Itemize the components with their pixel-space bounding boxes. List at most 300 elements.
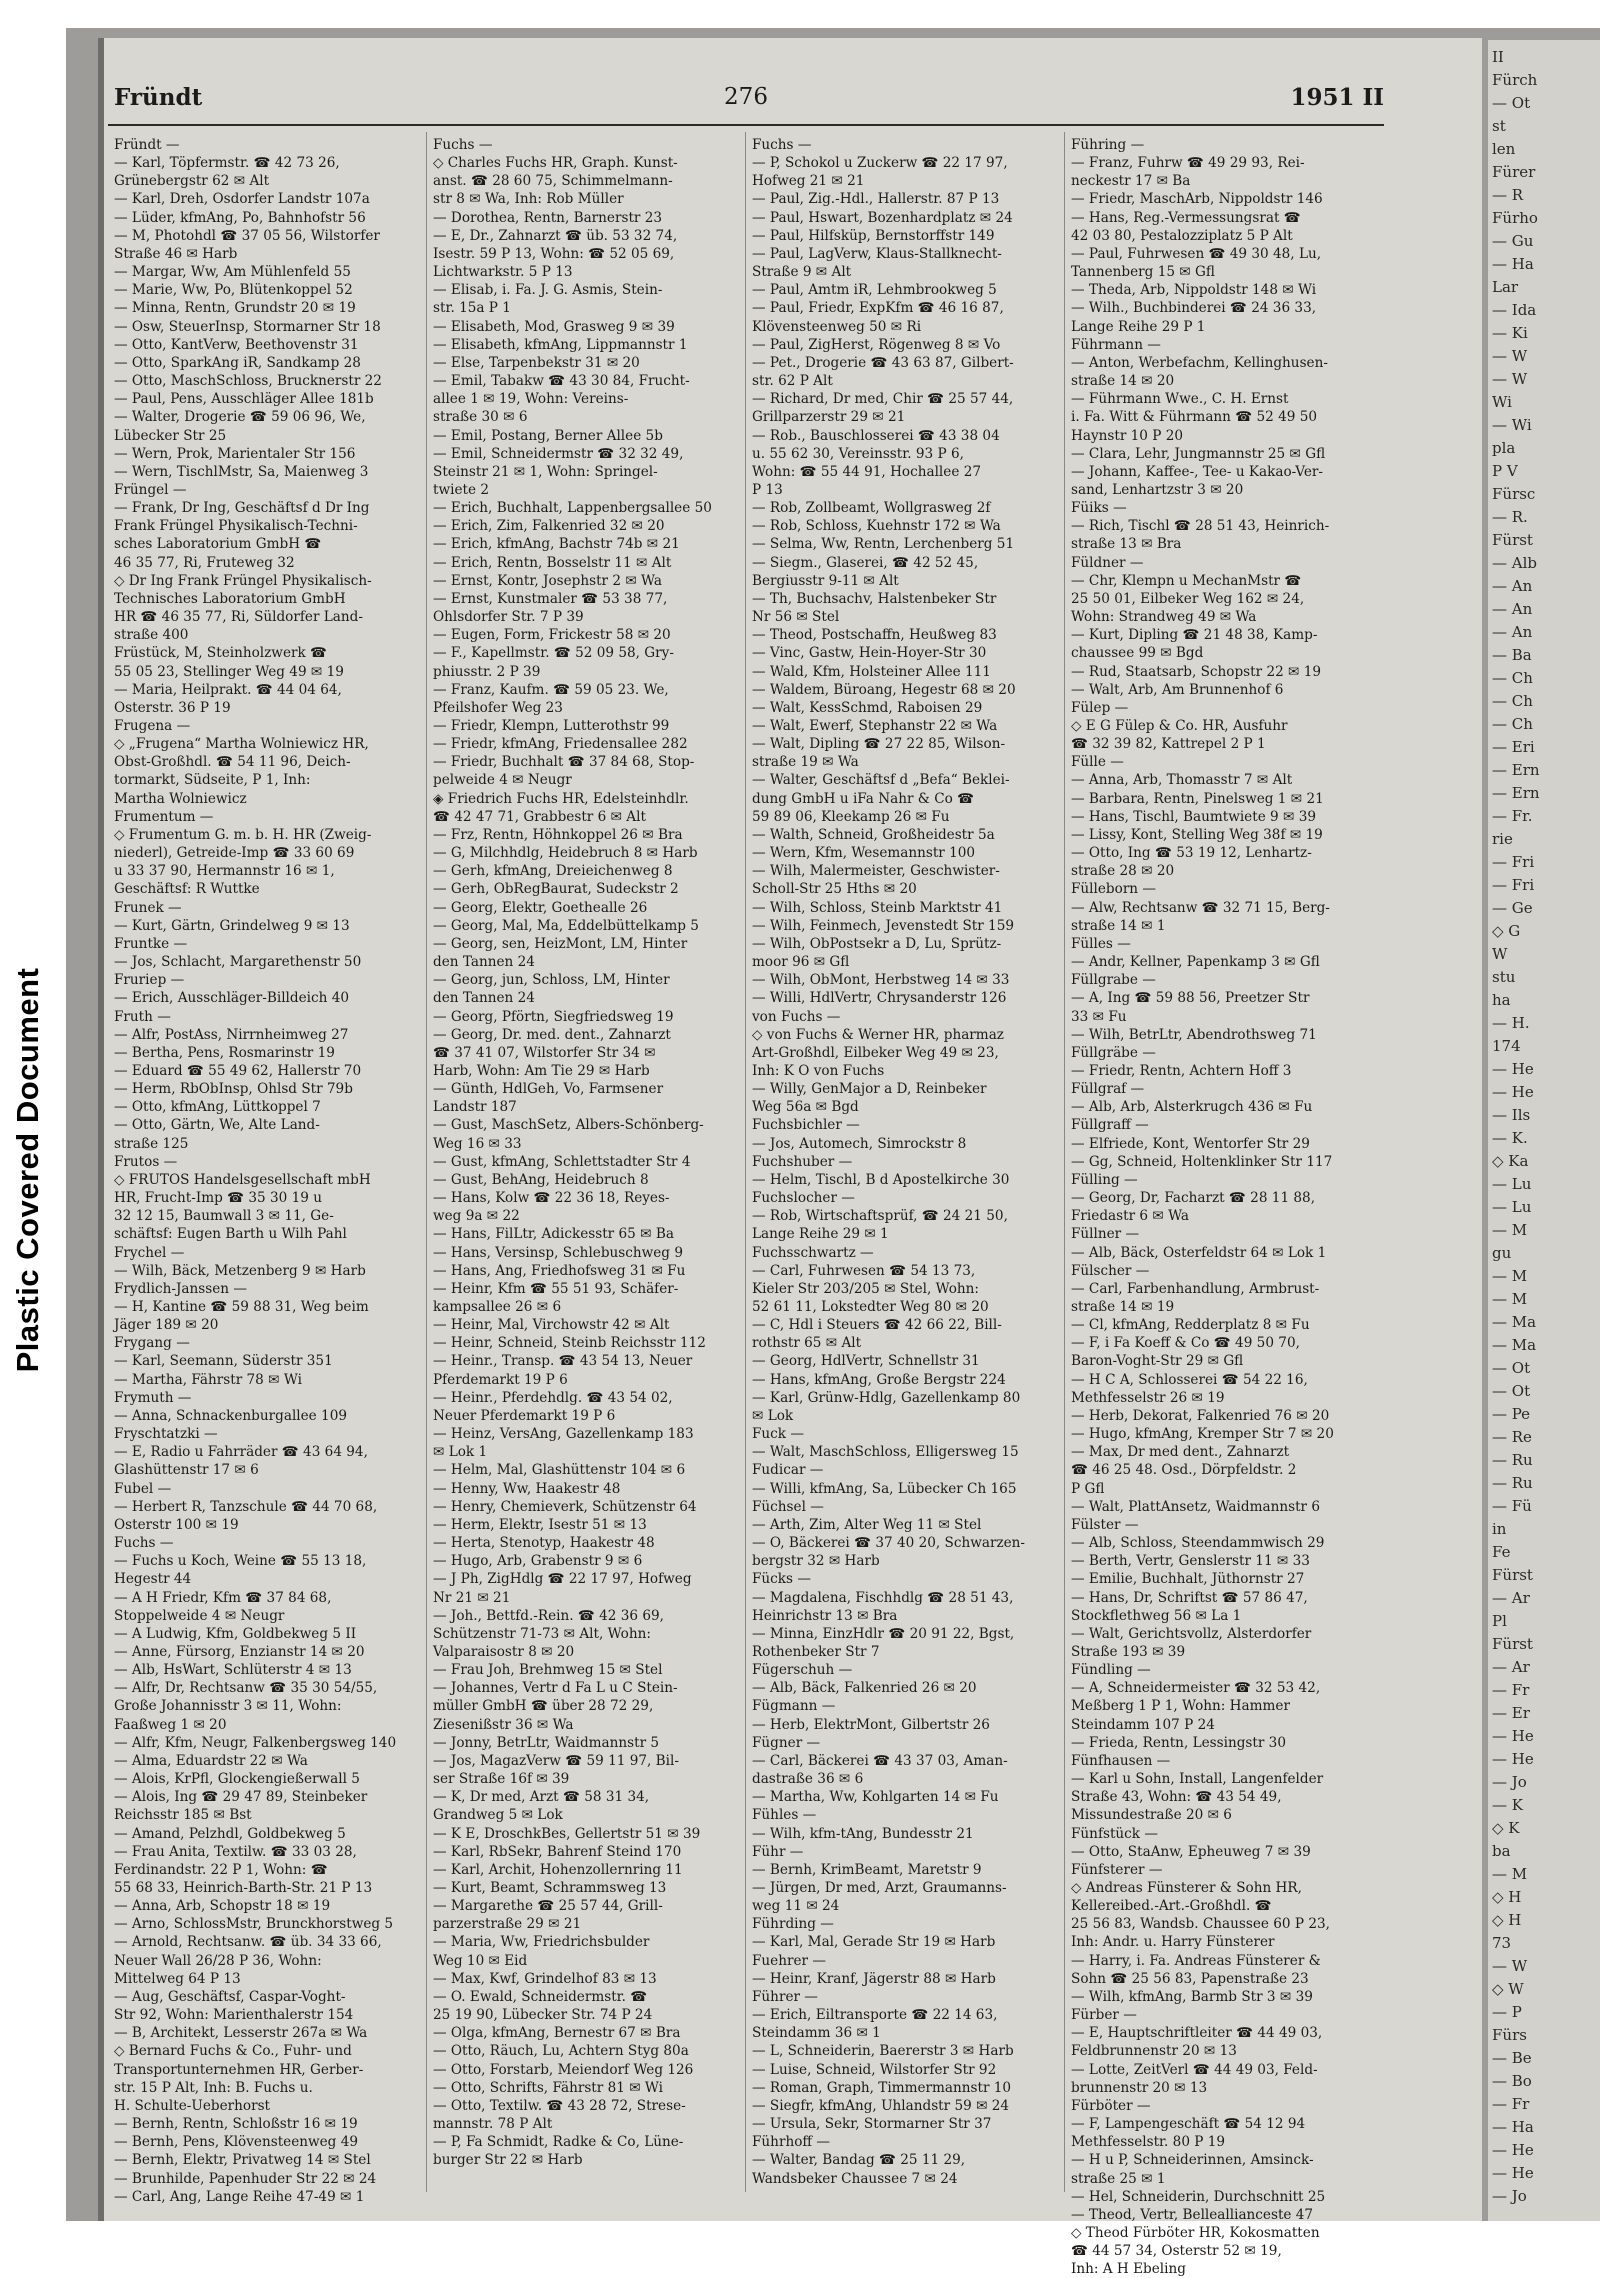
directory-entry-line: — Walt, Gerichtsvollz, Alsterdorfer: [1071, 1625, 1312, 1642]
directory-entry-line: Osterstr 100 ✉ 19: [114, 1516, 239, 1533]
directory-entry-line: — Paul, Zig.-Hdl., Hallerstr. 87 P 13: [752, 191, 1000, 208]
directory-entry-line: Straße 193 ✉ 39: [1071, 1643, 1186, 1660]
adjacent-page-fragment: — Ru: [1492, 1474, 1533, 1492]
directory-entry-line: Fünfstück —: [1071, 1825, 1158, 1842]
directory-entry-line: Steindamm 107 P 24: [1071, 1716, 1215, 1733]
adjacent-page-fragment: — Ge: [1492, 899, 1533, 917]
directory-entry-line: Fücks —: [752, 1571, 811, 1588]
directory-entry-line: — Paul, Amtm iR, Lehmbrookweg 5: [752, 282, 997, 299]
directory-entry-line: müller GmbH ☎ über 28 72 29,: [433, 1698, 654, 1715]
directory-entry-line: Füllgräbe —: [1071, 1044, 1156, 1061]
directory-entry-line: — Alma, Eduardstr 22 ✉ Wa: [114, 1752, 308, 1769]
directory-entry-line: allee 1 ✉ 19, Wohn: Vereins-: [433, 391, 629, 408]
adjacent-page-fragment: gu: [1492, 1244, 1512, 1262]
directory-entry-line: — Luise, Schneid, Wilstorfer Str 92: [752, 2061, 997, 2078]
directory-entry-line: — Vinc, Gastw, Hein-Hoyer-Str 30: [752, 645, 987, 662]
adjacent-page-fragment: — Be: [1492, 2049, 1532, 2067]
column-1: [108, 132, 427, 2205]
directory-entry-line: sand, Lenhartzstr 3 ✉ 20: [1071, 481, 1244, 498]
directory-entry-line: Frychel —: [114, 1244, 185, 1261]
directory-entry-line: — Herm, RbObInsp, Ohlsd Str 79b: [114, 1081, 353, 1098]
directory-entry-line: Frumentum —: [114, 808, 214, 825]
directory-entry-line: Nr 21 ✉ 21: [433, 1589, 511, 1606]
directory-entry-line: — B, Architekt, Lesserstr 267a ✉ Wa: [114, 2025, 368, 2042]
directory-entry-line: — Otto, Gärtn, We, Alte Land-: [114, 1117, 320, 1134]
directory-entry-line: — Hans, Dr, Schriftst ☎ 57 86 47,: [1071, 1589, 1308, 1606]
directory-entry-line: — Pet., Drogerie ☎ 43 63 87, Gilbert-: [752, 354, 1014, 371]
directory-entry-line: — Wern, Kfm, Wesemannstr 100: [752, 845, 976, 862]
directory-entry-line: — Herbert R, Tanzschule ☎ 44 70 68,: [114, 1498, 378, 1515]
directory-entry-line: — Paul, Pens, Ausschläger Allee 181b: [114, 391, 374, 408]
directory-entry-line: — Otto, MaschSchloss, Brucknerstr 22: [114, 373, 382, 390]
adjacent-page-fragment: — Fri: [1492, 853, 1535, 871]
directory-entry-line: brunnenstr 20 ✉ 13: [1071, 2079, 1208, 2096]
directory-entry-line: — Otto, Textilw. ☎ 43 28 72, Strese-: [433, 2097, 686, 2114]
directory-entry-line: — Friedr, Buchhalt ☎ 37 84 68, Stop-: [433, 754, 695, 771]
adjacent-page-fragment: — Ot: [1492, 1382, 1531, 1400]
directory-entry-line: Frank Früngel Physikalisch-Techni-: [114, 518, 358, 535]
directory-entry-line: — Erich, kfmAng, Bachstr 74b ✉ 21: [433, 536, 680, 553]
directory-entry-line: Reichsstr 185 ✉ Bst: [114, 1807, 252, 1824]
directory-entry-line: — Magdalena, Fischhdlg ☎ 28 51 43,: [752, 1589, 1014, 1606]
directory-entry-line: — Jos, Schlacht, Margarethenstr 50: [114, 954, 362, 971]
directory-entry-line: — Elisab, i. Fa. J. G. Asmis, Stein-: [433, 282, 663, 299]
directory-entry-line: — Wilh., Buchbinderei ☎ 24 36 33,: [1071, 300, 1317, 317]
directory-entry-line: Glashüttenstr 17 ✉ 6: [114, 1462, 259, 1479]
directory-entry-line: — Max, Dr med dent., Zahnarzt: [1071, 1444, 1290, 1461]
directory-entry-line: Füllner —: [1071, 1226, 1140, 1243]
directory-entry-line: — Otto, Räuch, Lu, Achtern Styg 80a: [433, 2043, 689, 2060]
directory-entry-line: — Arnold, Rechtsanw. ☎ üb. 34 33 66,: [114, 1934, 382, 1951]
adjacent-page-fragment: — R.: [1492, 508, 1528, 526]
directory-entry-line: — Anna, Schnackenburgallee 109: [114, 1407, 347, 1424]
directory-entry-line: — Anne, Fürsorg, Enzianstr 14 ✉ 20: [114, 1643, 365, 1660]
directory-entry-line: — Carl, Fuhrwesen ☎ 54 13 73,: [752, 1262, 976, 1279]
directory-entry-line: Jäger 189 ✉ 20: [114, 1317, 219, 1334]
directory-entry-line: — Helm, Mal, Glashüttenstr 104 ✉ 6: [433, 1462, 686, 1479]
directory-entry-line: — Karl, Archit, Hohenzollernring 11: [433, 1861, 683, 1878]
adjacent-page-fragment: P V: [1492, 462, 1518, 480]
directory-entry-line: — Max, Kwf, Grindelhof 83 ✉ 13: [433, 1970, 657, 1987]
adjacent-page-fragment: Fürst: [1492, 1566, 1533, 1584]
directory-entry-line: — Walter, Drogerie ☎ 59 06 96, We,: [114, 409, 366, 426]
directory-entry-line: Weg 56a ✉ Bgd: [752, 1099, 859, 1116]
directory-entry-line: Führ —: [752, 1843, 804, 1860]
directory-entry-line: — Waldem, Büroang, Hegestr 68 ✉ 20: [752, 681, 1016, 698]
adjacent-page-fragment: — P: [1492, 2003, 1522, 2021]
adjacent-page-fragment: — H.: [1492, 1014, 1530, 1032]
directory-entry-line: Schützenstr 71-73 ✉ Alt, Wohn:: [433, 1625, 651, 1642]
directory-entry-line: — Gg, Schneid, Holtenklinker Str 117: [1071, 1153, 1333, 1170]
directory-entry-line: Große Johannisstr 3 ✉ 11, Wohn:: [114, 1698, 342, 1715]
directory-entry-line: weg 11 ✉ 24: [752, 1898, 840, 1915]
directory-entry-line: Baron-Voght-Str 29 ✉ Gfl: [1071, 1353, 1244, 1370]
directory-entry-line: — Eugen, Form, Frickestr 58 ✉ 20: [433, 627, 671, 644]
directory-entry-line: — Wern, Prok, Marientaler Str 156: [114, 445, 356, 462]
adjacent-page-fragment: — Ch: [1492, 715, 1533, 733]
adjacent-page-fragment: — Ba: [1492, 646, 1532, 664]
adjacent-page-fragment: — He: [1492, 1060, 1534, 1078]
directory-entry-line: Ziesenißstr 36 ✉ Wa: [433, 1716, 574, 1733]
adjacent-page-fragment: — Ot: [1492, 1359, 1531, 1377]
directory-entry-line: Fuchsschwartz —: [752, 1244, 874, 1261]
directory-entry-line: — Georg, sen, HeizMont, LM, Hinter: [433, 935, 688, 952]
adjacent-page-fragment: ◇ H: [1492, 1911, 1522, 1929]
directory-entry-line: moor 96 ✉ Gfl: [752, 954, 850, 971]
directory-entry-line: Faaßweg 1 ✉ 20: [114, 1716, 227, 1733]
directory-entry-line: — Erich, Rentn, Bosselstr 11 ✉ Alt: [433, 554, 672, 571]
directory-entry-line: twiete 2: [433, 481, 489, 498]
directory-entry-line: — Kurt, Beamt, Schrammsweg 13: [433, 1880, 667, 1896]
directory-entry-line: Führing —: [1071, 137, 1145, 153]
directory-entry-line: — Margarethe ☎ 25 57 44, Grill-: [433, 1898, 663, 1915]
directory-entry-line: — Marie, Ww, Po, Blütenkoppel 52: [114, 282, 353, 299]
directory-entry-line: — Friedr, Rentn, Achtern Hoff 3: [1071, 1062, 1292, 1079]
directory-entry-line: Sohn ☎ 25 56 83, Papenstraße 23: [1071, 1970, 1309, 1987]
directory-entry-line: Fülles —: [1071, 935, 1131, 952]
directory-entry-line: Fründt —: [114, 137, 180, 153]
adjacent-page-fragment: — K.: [1492, 1129, 1528, 1147]
directory-entry-line: straße 19 ✉ Wa: [752, 754, 859, 771]
adjacent-page-fragment: Fürst: [1492, 1635, 1533, 1653]
adjacent-page-fragment: — W: [1492, 370, 1528, 388]
adjacent-page-fragment: ◇ W: [1492, 1980, 1524, 1998]
adjacent-page-fragment: pla: [1492, 439, 1516, 457]
directory-entry-line: — Olga, kfmAng, Bernestr 67 ✉ Bra: [433, 2025, 681, 2042]
directory-entry-line: — Walter, Bandag ☎ 25 11 29,: [752, 2152, 966, 2169]
directory-entry-line: — Otto, Schrifts, Fährstr 81 ✉ Wi: [433, 2079, 663, 2096]
adjacent-page-fragment: — An: [1492, 623, 1533, 641]
directory-entry-line: — Hans, Tischl, Baumtwiete 9 ✉ 39: [1071, 808, 1317, 825]
directory-entry-line: — Ernst, Kontr, Josephstr 2 ✉ Wa: [433, 572, 662, 589]
directory-entry-line: Straße 43, Wohn: ☎ 43 54 49,: [1071, 1789, 1282, 1806]
directory-entry-line: — Margar, Ww, Am Mühlenfeld 55: [114, 264, 351, 281]
directory-entry-line: — Helm, Tischl, B d Apostelkirche 30: [752, 1171, 1010, 1188]
directory-entry-line: — Ursula, Sekr, Stormarner Str 37: [752, 2116, 992, 2133]
directory-entry-line: — Theda, Arb, Nippoldstr 148 ✉ Wi: [1071, 282, 1317, 299]
column-3: [746, 132, 1065, 2192]
directory-entry-line: chaussee 99 ✉ Bgd: [1071, 645, 1204, 662]
directory-entry-line: — Wilh, Schloss, Steinb Marktstr 41: [752, 899, 1003, 916]
directory-entry-line: — H C A, Schlosserei ☎ 54 22 16,: [1071, 1371, 1308, 1388]
directory-entry-line: — E, Hauptschriftleiter ☎ 44 49 03,: [1071, 2025, 1323, 2042]
directory-entry-line: — Otto, StaAnw, Epheuweg 7 ✉ 39: [1071, 1843, 1311, 1860]
directory-entry-line: — Willi, kfmAng, Sa, Lübecker Ch 165: [752, 1480, 1017, 1497]
directory-entry-line: straße 14 ✉ 1: [1071, 917, 1166, 934]
directory-entry-line: — Hel, Schneiderin, Durchschnitt 25: [1071, 2188, 1326, 2205]
directory-entry-line: Fügmann —: [752, 1698, 836, 1715]
directory-entry-line: — Georg, Pförtn, Siegfriedsweg 19: [433, 1008, 674, 1025]
directory-entry-line: Pferdemarkt 19 P 6: [433, 1371, 568, 1388]
directory-entry-line: Grandweg 5 ✉ Lok: [433, 1807, 563, 1824]
directory-entry-line: — Siegm., Glaserei, ☎ 42 52 45,: [752, 554, 979, 571]
directory-entry-line: Frunek —: [114, 899, 182, 916]
directory-entry-line: — Wilh, kfmAng, Barmb Str 3 ✉ 39: [1071, 1988, 1313, 2005]
side-label: [0, 0, 56, 2221]
directory-entry-line: — Emilie, Buchhalt, Jüthornstr 27: [1071, 1571, 1305, 1588]
adjacent-page-fragment: W: [1492, 945, 1508, 963]
directory-entry-line: ◇ Dr Ing Frank Früngel Physikalisch-: [114, 572, 372, 589]
directory-entry-line: — P, Schokol u Zuckerw ☎ 22 17 97,: [752, 155, 1008, 172]
adjacent-page-edge: [1488, 40, 1600, 2221]
directory-entry-line: Haynstr 10 P 20: [1071, 427, 1184, 444]
directory-entry-line: — Johannes, Vertr d Fa L u C Stein-: [433, 1680, 678, 1697]
directory-entry-line: — Emil, Postang, Berner Allee 5b: [433, 427, 663, 444]
directory-entry-line: Martha Wolniewicz: [114, 790, 247, 807]
directory-entry-line: — Franz, Kaufm. ☎ 59 05 23. We,: [433, 681, 669, 698]
directory-entry-line: — Maria, Heilprakt. ☎ 44 04 64,: [114, 681, 342, 698]
directory-entry-line: Neuer Wall 26/28 P 36, Wohn:: [114, 1952, 322, 1969]
directory-entry-line: 33 ✉ Fu: [1071, 1008, 1127, 1025]
directory-entry-line: — Wilh, kfm-tAng, Bundesstr 21: [752, 1825, 974, 1842]
adjacent-page-fragment: — Wi: [1492, 416, 1532, 434]
adjacent-page-fragments: [1488, 40, 1600, 2208]
directory-entry-line: Fülleborn —: [1071, 881, 1156, 898]
directory-entry-line: Füllgraf —: [1071, 1081, 1145, 1098]
directory-entry-line: — Elisabeth, kfmAng, Lippmannstr 1: [433, 336, 688, 353]
directory-entry-line: — O. Ewald, Schneidermstr. ☎: [433, 1988, 648, 2005]
directory-entry-line: — Paul, ZigHerst, Rögenweg 8 ✉ Vo: [752, 336, 1001, 353]
directory-entry-line: — Herb, Dekorat, Falkenried 76 ✉ 20: [1071, 1407, 1330, 1424]
directory-entry-line: Stockflethweg 56 ✉ La 1: [1071, 1607, 1242, 1624]
directory-entry-line: — O, Bäckerei ☎ 37 40 20, Schwarzen-: [752, 1535, 1026, 1552]
directory-entry-line: 25 50 01, Eilbeker Weg 162 ✉ 24,: [1071, 590, 1305, 607]
directory-entry-line: str 8 ✉ Wa, Inh: Rob Müller: [433, 191, 624, 208]
directory-entry-line: straße 28 ✉ 20: [1071, 863, 1175, 880]
directory-entry-line: 25 19 90, Lübecker Str. 74 P 24: [433, 2007, 653, 2024]
directory-entry-line: — Hans, Reg.-Vermessungsrat ☎: [1071, 209, 1301, 226]
adjacent-page-fragment: stu: [1492, 968, 1516, 986]
directory-entry-line: — Barbara, Rentn, Pinelsweg 1 ✉ 21: [1071, 790, 1324, 807]
adjacent-page-fragment: ba: [1492, 1842, 1511, 1860]
directory-entry-line: neckestr 17 ✉ Ba: [1071, 173, 1191, 190]
directory-entry-line: — Gust, kfmAng, Schlettstadter Str 4: [433, 1153, 691, 1170]
directory-entry-line: ◇ Frumentum G. m. b. H. HR (Zweig-: [114, 826, 372, 843]
directory-entry-line: — L, Schneiderin, Baererstr 3 ✉ Harb: [752, 2043, 1014, 2060]
directory-entry-line: Fubel —: [114, 1480, 172, 1497]
directory-entry-line: Weg 16 ✉ 33: [433, 1135, 522, 1152]
directory-entry-line: Lübecker Str 25: [114, 427, 227, 444]
directory-entry-line: — Elisabeth, Mod, Grasweg 9 ✉ 39: [433, 318, 675, 335]
directory-entry-line: — Frau Joh, Brehmweg 15 ✉ Stel: [433, 1662, 663, 1679]
directory-entry-line: Fürber —: [1071, 2007, 1137, 2024]
directory-entry-line: den Tannen 24: [433, 990, 535, 1007]
directory-entry-line: Führer —: [752, 1988, 818, 2005]
adjacent-page-fragment: — Ch: [1492, 669, 1533, 687]
directory-entry-line: — Otto, SparkAng iR, Sandkamp 28: [114, 354, 361, 371]
directory-entry-line: — Anna, Arb, Thomasstr 7 ✉ Alt: [1071, 772, 1293, 789]
directory-entry-line: weg 9a ✉ 22: [433, 1208, 520, 1225]
directory-entry-line: sches Laboratorium GmbH ☎: [114, 536, 322, 553]
adjacent-page-fragment: — He: [1492, 2164, 1534, 2182]
directory-entry-line: Methfesselstr 26 ✉ 19: [1071, 1389, 1225, 1406]
directory-entry-line: Friedastr 6 ✉ Wa: [1071, 1208, 1189, 1225]
directory-entry-line: — J Ph, ZigHdlg ☎ 22 17 97, Hofweg: [433, 1571, 692, 1588]
column-2: [427, 132, 746, 2192]
directory-entry-line: — Bertha, Pens, Rosmarinstr 19: [114, 1044, 335, 1061]
directory-entry-line: 25 56 83, Wandsb. Chaussee 60 P 23,: [1071, 1916, 1330, 1933]
adjacent-page-fragment: ◇ G: [1492, 922, 1521, 940]
directory-entry-line: — Henry, Chemieverk, Schützenstr 64: [433, 1498, 697, 1515]
directory-entry-line: — Heinz, VersAng, Gazellenkamp 183: [433, 1426, 694, 1443]
directory-entry-line: — Th, Buchsachv, Halstenbeker Str: [752, 590, 997, 607]
directory-entry-line: bergstr 32 ✉ Harb: [752, 1553, 880, 1570]
adjacent-page-fragment: st: [1492, 117, 1506, 135]
adjacent-page-fragment: 73: [1492, 1934, 1512, 1952]
directory-entry-line: Lange Reihe 29 ✉ 1: [752, 1226, 889, 1243]
directory-entry-line: parzerstraße 29 ✉ 21: [433, 1916, 582, 1933]
adjacent-page-fragment: — R: [1492, 186, 1524, 204]
directory-entry-line: — Paul, Fuhrwesen ☎ 49 30 48, Lu,: [1071, 245, 1322, 262]
directory-entry-line: — H u P, Schneiderinnen, Amsinck-: [1071, 2152, 1314, 2169]
adjacent-page-fragment: — M: [1492, 1221, 1528, 1239]
directory-entry-line: Frygang —: [114, 1335, 190, 1352]
directory-entry-line: Grillparzerstr 29 ✉ 21: [752, 409, 906, 426]
directory-entry-line: — Hugo, Arb, Grabenstr 9 ✉ 6: [433, 1553, 643, 1570]
directory-entry-line: Feldbrunnenstr 20 ✉ 13: [1071, 2043, 1237, 2060]
directory-entry-line: kampsallee 26 ✉ 6: [433, 1299, 562, 1315]
directory-columns: [108, 132, 1384, 2278]
directory-entry-line: — Anton, Werbefachm, Kellinghusen-: [1071, 354, 1328, 371]
directory-entry-line: dung GmbH u iFa Nahr & Co ☎: [752, 790, 975, 807]
adjacent-page-fragment: — An: [1492, 600, 1533, 618]
directory-entry-line: Hofweg 21 ✉ 21: [752, 173, 865, 190]
directory-entry-line: — Joh., Bettfd.-Rein. ☎ 42 36 69,: [433, 1607, 665, 1624]
directory-entry-line: — Herm, Elektr, Isestr 51 ✉ 13: [433, 1516, 647, 1533]
directory-entry-line: Fruriep —: [114, 972, 185, 989]
directory-entry-line: — Georg, Dr, Facharzt ☎ 28 11 88,: [1071, 1190, 1316, 1207]
adjacent-page-fragment: Fürst: [1492, 531, 1533, 549]
directory-entry-line: Fuck —: [752, 1426, 804, 1443]
directory-entry-line: ☎ 44 57 34, Osterstr 52 ✉ 19,: [1071, 2243, 1282, 2260]
directory-entry-line: ◇ Theod Fürböter HR, Kokosmatten: [1071, 2224, 1320, 2241]
adjacent-page-fragment: — He: [1492, 1083, 1534, 1101]
directory-entry-line: Fudicar —: [752, 1462, 824, 1479]
directory-entry-line: — Rob, Schloss, Kuehnstr 172 ✉ Wa: [752, 518, 1001, 535]
adjacent-page-fragment: — Fü: [1492, 1497, 1532, 1515]
directory-entry-line: Rothenbeker Str 7: [752, 1643, 880, 1660]
directory-entry-line: Frymuth —: [114, 1389, 192, 1406]
directory-entry-line: 32 12 15, Baumwall 3 ✉ 11, Ge-: [114, 1208, 334, 1225]
directory-entry-line: ◇ Charles Fuchs HR, Graph. Kunst-: [433, 155, 678, 172]
directory-entry-line: — Jos, Automech, Simrockstr 8: [752, 1135, 967, 1152]
directory-entry-line: — Heinr, Kranf, Jägerstr 88 ✉ Harb: [752, 1970, 996, 1987]
directory-entry-line: — Walth, Schneid, Großheidestr 5a: [752, 826, 995, 843]
header-running-name: Fründt: [114, 84, 203, 111]
directory-entry-line: — Frieda, Rentn, Lessingstr 30: [1071, 1734, 1286, 1751]
directory-entry-line: — Martha, Fährstr 78 ✉ Wi: [114, 1371, 302, 1388]
adjacent-page-fragment: Lar: [1492, 278, 1519, 296]
adjacent-page-fragment: — K: [1492, 1796, 1523, 1814]
directory-entry-line: ◇ Andreas Fünsterer & Sohn HR,: [1071, 1880, 1302, 1896]
adjacent-page-fragment: — Eri: [1492, 738, 1535, 756]
directory-entry-line: — Georg, jun, Schloss, LM, Hinter: [433, 972, 670, 989]
directory-entry-line: — Chr, Klempn u MechanMstr ☎: [1071, 572, 1302, 589]
directory-entry-line: 55 05 23, Stellinger Weg 49 ✉ 19: [114, 663, 344, 680]
adjacent-page-fragment: 174: [1492, 1037, 1521, 1055]
directory-entry-line: Fülster —: [1071, 1516, 1139, 1533]
directory-entry-line: — Alw, Rechtsanw ☎ 32 71 15, Berg-: [1071, 899, 1330, 916]
directory-entry-line: Wohn: Strandweg 49 ✉ Wa: [1071, 609, 1257, 626]
directory-entry-line: burger Str 22 ✉ Harb: [433, 2152, 583, 2169]
directory-entry-line: — Heinr., Pferdehdlg. ☎ 43 54 02,: [433, 1389, 673, 1406]
directory-entry-line: — Friedr, MaschArb, Nippoldstr 146: [1071, 191, 1323, 208]
adjacent-page-fragment: — Ma: [1492, 1313, 1537, 1331]
directory-entry-line: — Lissy, Kont, Stelling Weg 38f ✉ 19: [1071, 826, 1323, 843]
adjacent-page-fragment: rie: [1492, 830, 1513, 848]
adjacent-page-fragment: ◇ Ka: [1492, 1152, 1529, 1170]
directory-entry-line: Fünfhausen —: [1071, 1752, 1171, 1769]
directory-entry-line: 52 61 11, Lokstedter Weg 80 ✉ 20: [752, 1299, 989, 1315]
adjacent-page-fragment: II: [1492, 48, 1504, 66]
directory-entry-line: ☎ 46 25 48. Osd., Dörpfeldstr. 2: [1071, 1462, 1297, 1479]
adjacent-page-fragment: — Ha: [1492, 255, 1534, 273]
directory-entry-line: — Gust, BehAng, Heidebruch 8: [433, 1171, 649, 1188]
directory-entry-line: — Georg, Elektr, Goethealle 26: [433, 899, 648, 916]
directory-entry-line: — Dorothea, Rentn, Barnerstr 23: [433, 209, 663, 226]
directory-entry-line: — Carl, Farbenhandlung, Armbrust-: [1071, 1280, 1320, 1297]
directory-entry-line: ◇ von Fuchs & Werner HR, pharmaz: [752, 1026, 1004, 1043]
directory-entry-line: — Aug, Geschäftsf, Caspar-Voght-: [114, 1988, 346, 2005]
directory-entry-line: — Wilh, Feinmech, Jevenstedt Str 159: [752, 917, 1015, 934]
directory-entry-line: — Otto, kfmAng, Lüttkoppel 7: [114, 1099, 321, 1116]
directory-entry-line: — K E, DroschkBes, Gellertstr 51 ✉ 39: [433, 1825, 701, 1842]
directory-entry-line: — Osw, SteuerInsp, Stormarner Str 18: [114, 318, 381, 335]
directory-entry-line: — Lüder, kfmAng, Po, Bahnhofstr 56: [114, 209, 366, 226]
directory-entry-line: Frutos —: [114, 1153, 178, 1170]
adjacent-page-fragment: — Ar: [1492, 1589, 1530, 1607]
adjacent-page-fragment: — He: [1492, 2141, 1534, 2159]
directory-entry-line: Füchsel —: [752, 1498, 824, 1515]
directory-entry-line: — C, Hdl i Steuers ☎ 42 66 22, Bill-: [752, 1317, 1002, 1334]
directory-entry-line: — Friedr, kfmAng, Friedensallee 282: [433, 736, 688, 753]
directory-entry-line: Hegestr 44: [114, 1571, 192, 1588]
directory-entry-line: — Elfriede, Kont, Wentorfer Str 29: [1071, 1135, 1310, 1152]
directory-entry-line: — Cl, kfmAng, Redderplatz 8 ✉ Fu: [1071, 1317, 1310, 1334]
directory-entry-line: — Rob, Zollbeamt, Wollgrasweg 2f: [752, 500, 991, 517]
directory-entry-line: Grünebergstr 62 ✉ Alt: [114, 173, 270, 190]
directory-entry-line: — E, Radio u Fahrräder ☎ 43 64 94,: [114, 1444, 368, 1461]
directory-entry-line: — Bernh, KrimBeamt, Maretstr 9: [752, 1861, 982, 1878]
directory-entry-line: — Hans, Ang, Friedhofsweg 31 ✉ Fu: [433, 1262, 686, 1279]
directory-entry-line: Methfesselstr. 80 P 19: [1071, 2134, 1226, 2151]
directory-entry-line: phiusstr. 2 P 39: [433, 663, 541, 680]
directory-entry-line: HR ☎ 46 35 77, Ri, Süldorfer Land-: [114, 609, 363, 626]
directory-entry-line: — Frau Anita, Textilw. ☎ 33 03 28,: [114, 1843, 357, 1860]
directory-entry-line: — Jürgen, Dr med, Arzt, Graumanns-: [752, 1880, 1007, 1896]
directory-entry-line: — Gerh, ObRegBaurat, Sudeckstr 2: [433, 881, 679, 898]
directory-entry-line: Meßberg 1 P 1, Wohn: Hammer: [1071, 1698, 1290, 1715]
adjacent-page-fragment: — An: [1492, 577, 1533, 595]
adjacent-page-fragment: — Re: [1492, 1428, 1532, 1446]
directory-entry-line: Inh: A H Ebeling: [1071, 2261, 1186, 2278]
adjacent-page-fragment: Fürer: [1492, 163, 1536, 181]
adjacent-page-fragment: Fe: [1492, 1543, 1511, 1561]
adjacent-page-fragment: — Jo: [1492, 1773, 1527, 1791]
directory-entry-line: — Johann, Kaffee-, Tee- u Kakao-Ver-: [1071, 463, 1323, 480]
adjacent-page-fragment: — Fr: [1492, 2095, 1530, 2113]
directory-entry-line: straße 14 ✉ 19: [1071, 1299, 1175, 1315]
directory-entry-line: Füiks —: [1071, 500, 1127, 517]
directory-entry-line: — Hans, Versinsp, Schlebuschweg 9: [433, 1244, 683, 1261]
directory-entry-line: 46 35 77, Ri, Fruteweg 32: [114, 554, 295, 571]
directory-entry-line: Inh: K O von Fuchs: [752, 1062, 885, 1079]
directory-entry-line: — K, Dr med, Arzt ☎ 58 31 34,: [433, 1789, 650, 1806]
adjacent-page-fragment: Wi: [1492, 393, 1512, 411]
directory-entry-line: Stoppelweide 4 ✉ Neugr: [114, 1607, 285, 1624]
directory-entry-line: Fuchshuber —: [752, 1153, 853, 1170]
directory-entry-line: Fünfsterer —: [1071, 1861, 1163, 1878]
